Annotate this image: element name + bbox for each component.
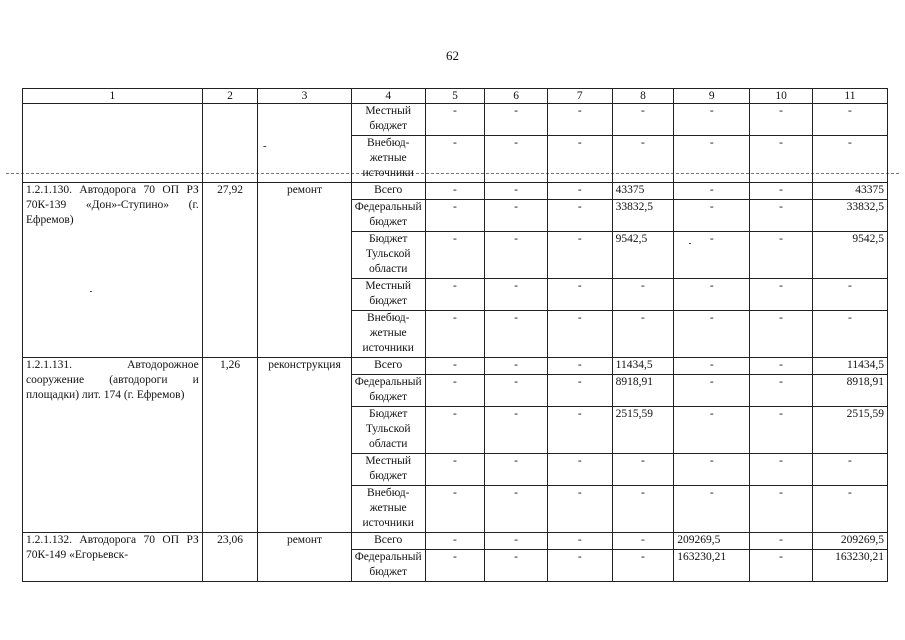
amount-cell-c6: - bbox=[485, 311, 548, 358]
amount-cell-c7: - bbox=[547, 200, 612, 232]
amount-cell-c11: 9542,5 bbox=[812, 232, 887, 279]
funding-source-cell: Бюджет Тульской области bbox=[351, 232, 425, 279]
amount-cell-c11: 209269,5 bbox=[812, 533, 887, 550]
amount-cell-c9: - bbox=[674, 279, 750, 311]
amount-cell-c8: - bbox=[612, 533, 674, 550]
amount-cell-c8: 8918,91 bbox=[612, 375, 674, 407]
amount-cell-c10: - bbox=[750, 454, 813, 486]
amount-cell-c8: 33832,5 bbox=[612, 200, 674, 232]
amount-cell-c10: - bbox=[750, 375, 813, 407]
header-cell: 8 bbox=[612, 89, 674, 104]
object-name-cell: 1.2.1.132. Автодорога 70 ОП РЗ 70К-149 «Егорьевск- bbox=[23, 533, 203, 582]
amount-cell-c10: - bbox=[750, 407, 813, 454]
amount-cell-c6: - bbox=[485, 200, 548, 232]
amount-cell-c9: - bbox=[674, 183, 750, 200]
amount-cell-c9: - bbox=[674, 136, 750, 183]
stray-dash-mark: - bbox=[263, 140, 267, 152]
amount-cell-c5: - bbox=[425, 279, 485, 311]
amount-cell-c6: - bbox=[485, 550, 548, 582]
object-name-cell bbox=[23, 104, 203, 183]
amount-cell-c7: - bbox=[547, 183, 612, 200]
amount-cell-c11: - bbox=[812, 279, 887, 311]
funding-source-cell: Местный бюджет bbox=[351, 279, 425, 311]
amount-cell-c8: 43375 bbox=[612, 183, 674, 200]
amount-cell-c5: - bbox=[425, 311, 485, 358]
amount-cell-c8: 11434,5 bbox=[612, 358, 674, 375]
amount-cell-c7: - bbox=[547, 533, 612, 550]
amount-cell-c6: - bbox=[485, 486, 548, 533]
funding-source-cell: Всего bbox=[351, 533, 425, 550]
funding-source-cell: Федеральный бюджет bbox=[351, 375, 425, 407]
amount-cell-c5: - bbox=[425, 358, 485, 375]
header-cell: 7 bbox=[547, 89, 612, 104]
amount-cell-c10: - bbox=[750, 136, 813, 183]
amount-cell-c6: - bbox=[485, 136, 548, 183]
amount-cell-c10: - bbox=[750, 358, 813, 375]
amount-cell-c11: - bbox=[812, 311, 887, 358]
funding-source-cell: Местный бюджет bbox=[351, 454, 425, 486]
amount-cell-c6: - bbox=[485, 232, 548, 279]
amount-cell-c6: - bbox=[485, 375, 548, 407]
amount-cell-c5: - bbox=[425, 533, 485, 550]
amount-cell-c9: 209269,5 bbox=[674, 533, 750, 550]
amount-cell-c10: - bbox=[750, 533, 813, 550]
amount-cell-c5: - bbox=[425, 183, 485, 200]
amount-cell-c5: - bbox=[425, 375, 485, 407]
amount-cell-c11: 163230,21 bbox=[812, 550, 887, 582]
object-name-cell: 1.2.1.131. Автодорожное сооружение (автодороги и площадки) лит. 174 (г. Ефремов) bbox=[23, 358, 203, 533]
amount-cell-c7: - bbox=[547, 311, 612, 358]
amount-cell-c11: 43375 bbox=[812, 183, 887, 200]
amount-cell-c8: - bbox=[612, 311, 674, 358]
amount-cell-c7: - bbox=[547, 104, 612, 136]
header-row bbox=[23, 89, 888, 104]
amount-cell-c6: - bbox=[485, 358, 548, 375]
amount-cell-c5: - bbox=[425, 407, 485, 454]
amount-cell-c9: - bbox=[674, 486, 750, 533]
amount-cell-c6: - bbox=[485, 454, 548, 486]
work-type-cell: реконструкция bbox=[258, 358, 351, 533]
funding-source-cell: Всего bbox=[351, 358, 425, 375]
amount-cell-c10: - bbox=[750, 311, 813, 358]
amount-cell-c7: - bbox=[547, 136, 612, 183]
amount-cell-c11: 33832,5 bbox=[812, 200, 887, 232]
amount-cell-c11: 11434,5 bbox=[812, 358, 887, 375]
header-cell: 11 bbox=[812, 89, 887, 104]
amount-cell-c8: - bbox=[612, 104, 674, 136]
amount-cell-c8: 9542,5 bbox=[612, 232, 674, 279]
amount-cell-c5: - bbox=[425, 486, 485, 533]
funding-source-cell: Всего bbox=[351, 183, 425, 200]
table-row bbox=[23, 533, 888, 550]
amount-cell-c5: - bbox=[425, 232, 485, 279]
amount-cell-c9: - bbox=[674, 454, 750, 486]
length-km-cell: 23,06 bbox=[202, 533, 257, 582]
amount-cell-c7: - bbox=[547, 375, 612, 407]
funding-source-cell: Местный бюджет bbox=[351, 104, 425, 136]
amount-cell-c11: - bbox=[812, 486, 887, 533]
work-type-cell: ремонт bbox=[258, 533, 351, 582]
amount-cell-c6: - bbox=[485, 407, 548, 454]
table-row bbox=[23, 358, 888, 375]
amount-cell-c7: - bbox=[547, 279, 612, 311]
amount-cell-c10: - bbox=[750, 200, 813, 232]
amount-cell-c5: - bbox=[425, 454, 485, 486]
amount-cell-c11: - bbox=[812, 104, 887, 136]
amount-cell-c11: - bbox=[812, 454, 887, 486]
header-cell: 10 bbox=[750, 89, 813, 104]
object-name-cell: 1.2.1.130. Автодорога 70 ОП РЗ 70К-139 «Дон»-Ступино» (г. Ефремов) bbox=[23, 183, 203, 358]
amount-cell-c10: - bbox=[750, 279, 813, 311]
amount-cell-c8: - bbox=[612, 279, 674, 311]
amount-cell-c10: - bbox=[750, 550, 813, 582]
amount-cell-c11: - bbox=[812, 136, 887, 183]
amount-cell-c10: - bbox=[750, 232, 813, 279]
page-number: 62 bbox=[446, 48, 459, 63]
amount-cell-c9: - bbox=[674, 200, 750, 232]
amount-cell-c9: - bbox=[674, 104, 750, 136]
amount-cell-c5: - bbox=[425, 200, 485, 232]
funding-source-cell: Внебюд-жетные источники bbox=[351, 311, 425, 358]
funding-source-cell: Внебюд-жетные источники bbox=[351, 486, 425, 533]
amount-cell-c7: - bbox=[547, 550, 612, 582]
amount-cell-c7: - bbox=[547, 232, 612, 279]
funding-source-cell: Бюджет Тульской области bbox=[351, 407, 425, 454]
amount-cell-c9: 163230,21 bbox=[674, 550, 750, 582]
header-cell: 5 bbox=[425, 89, 485, 104]
header-cell: 4 bbox=[351, 89, 425, 104]
amount-cell-c11: 2515,59 bbox=[812, 407, 887, 454]
amount-cell-c9: - bbox=[674, 311, 750, 358]
header-cell: 1 bbox=[23, 89, 203, 104]
amount-cell-c8: - bbox=[612, 136, 674, 183]
amount-cell-c10: - bbox=[750, 104, 813, 136]
header-cell: 3 bbox=[258, 89, 351, 104]
amount-cell-c6: - bbox=[485, 279, 548, 311]
amount-cell-c9: - bbox=[674, 375, 750, 407]
amount-cell-c9: - bbox=[674, 358, 750, 375]
budget-table bbox=[22, 88, 888, 582]
amount-cell-c7: - bbox=[547, 407, 612, 454]
amount-cell-c6: - bbox=[485, 104, 548, 136]
header-cell: 2 bbox=[202, 89, 257, 104]
funding-source-cell: Федеральный бюджет bbox=[351, 550, 425, 582]
amount-cell-c6: - bbox=[485, 533, 548, 550]
amount-cell-c9: - bbox=[674, 232, 750, 279]
amount-cell-c6: - bbox=[485, 183, 548, 200]
table-row bbox=[23, 183, 888, 200]
amount-cell-c5: - bbox=[425, 550, 485, 582]
amount-cell-c10: - bbox=[750, 183, 813, 200]
amount-cell-c5: - bbox=[425, 104, 485, 136]
work-type-cell: ремонт bbox=[258, 183, 351, 358]
amount-cell-c9: - bbox=[674, 407, 750, 454]
amount-cell-c8: - bbox=[612, 454, 674, 486]
length-km-cell: 1,26 bbox=[202, 358, 257, 533]
table-row bbox=[23, 104, 888, 136]
length-km-cell: 27,92 bbox=[202, 183, 257, 358]
amount-cell-c7: - bbox=[547, 454, 612, 486]
work-type-cell bbox=[258, 104, 351, 183]
funding-source-cell: Федеральный бюджет bbox=[351, 200, 425, 232]
amount-cell-c5: - bbox=[425, 136, 485, 183]
amount-cell-c11: 8918,91 bbox=[812, 375, 887, 407]
amount-cell-c8: - bbox=[612, 550, 674, 582]
funding-source-cell: Внебюд-жетные источники bbox=[351, 136, 425, 183]
amount-cell-c7: - bbox=[547, 486, 612, 533]
header-cell: 6 bbox=[485, 89, 548, 104]
amount-cell-c7: - bbox=[547, 358, 612, 375]
length-km-cell bbox=[202, 104, 257, 183]
header-cell: 9 bbox=[674, 89, 750, 104]
scan-speck bbox=[90, 291, 92, 292]
amount-cell-c8: 2515,59 bbox=[612, 407, 674, 454]
amount-cell-c8: - bbox=[612, 486, 674, 533]
scan-speck bbox=[689, 243, 691, 244]
amount-cell-c10: - bbox=[750, 486, 813, 533]
